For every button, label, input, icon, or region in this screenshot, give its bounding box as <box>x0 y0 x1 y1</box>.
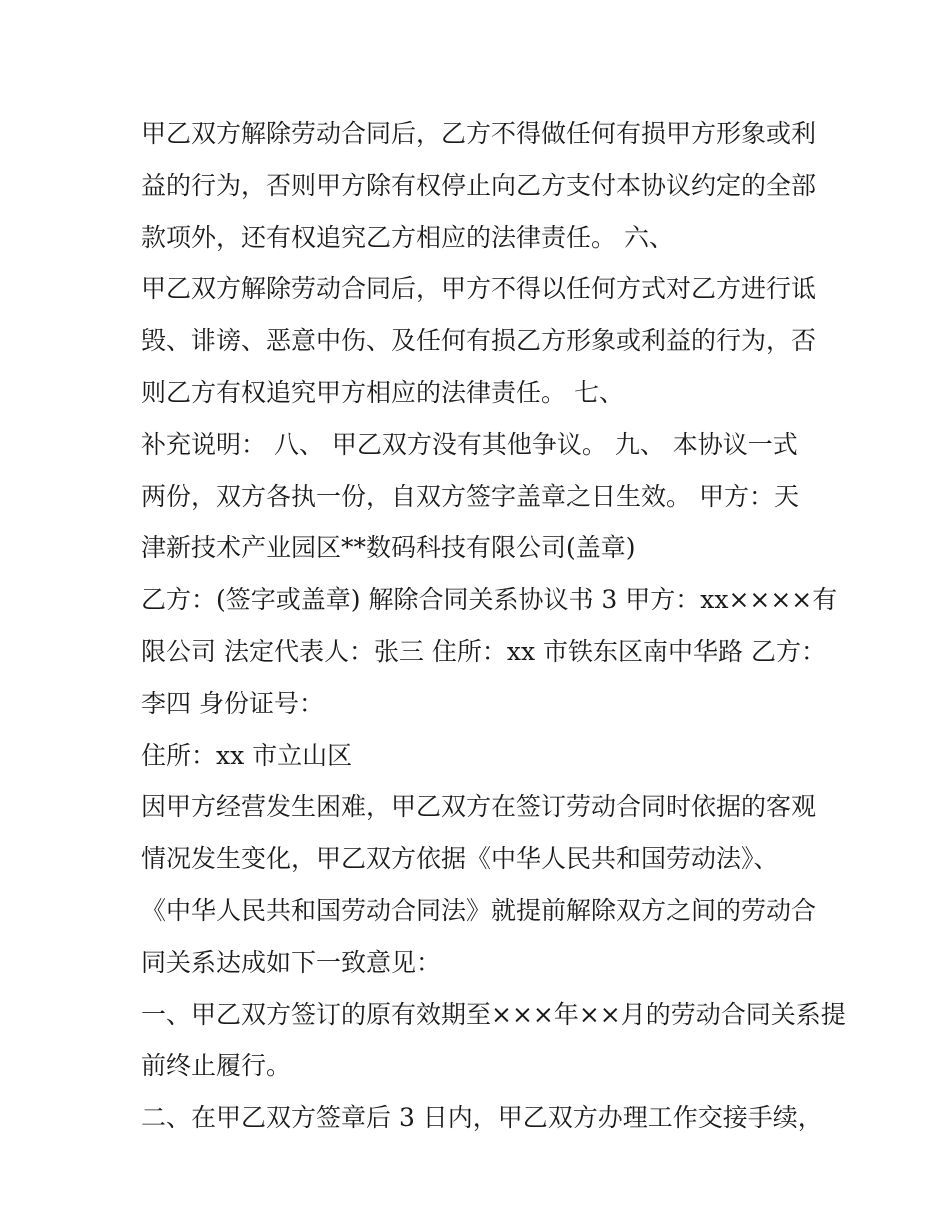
text-line: 二、在甲乙双方签章后 3 日内，甲乙双方办理工作交接手续， <box>141 1103 823 1133</box>
text-line: 住所：xx 市立山区 <box>141 740 353 770</box>
text-line: 前终止履行。 <box>141 1051 292 1081</box>
text-line: 《中华人民共和国劳动合同法》就提前解除双方之间的劳动合 <box>141 895 817 925</box>
text-line: 益的行为，否则甲方除有权停止向乙方支付本协议约定的全部 <box>141 170 817 200</box>
document-body <box>141 108 846 1144</box>
text-line: 补充说明： 八、 甲乙双方没有其他争议。 九、 本协议一式 <box>141 429 798 459</box>
text-line: 因甲方经营发生困难，甲乙双方在签订劳动合同时依据的客观 <box>141 792 817 822</box>
text-line: 甲乙双方解除劳动合同后，乙方不得做任何有损甲方形象或利 <box>141 119 817 148</box>
text-line: 一、甲乙双方签订的原有效期至×××年××月的劳动合同关系提 <box>141 999 846 1029</box>
text-line: 限公司 法定代表人：张三 住所：xx 市铁东区南中华路 乙方： <box>141 636 826 666</box>
text-line: 情况发生变化，甲乙双方依据《中华人民共和国劳动法》、 <box>141 844 779 874</box>
text-line: 两份，双方各执一份，自双方签字盖章之日生效。 甲方：天 <box>141 481 799 511</box>
text-line: 则乙方有权追究甲方相应的法律责任。 七、 <box>141 377 624 407</box>
text-line: 毁、诽谤、恶意中伤、及任何有损乙方形象或利益的行为，否 <box>141 326 817 356</box>
text-line: 乙方：(签字或盖章) 解除合同关系协议书 3 甲方：xx××××有 <box>141 585 838 615</box>
text-line: 甲乙双方解除劳动合同后，甲方不得以任何方式对乙方进行诋 <box>141 274 817 304</box>
text-line: 同关系达成如下一致意见： <box>141 947 442 977</box>
text-line: 津新技术产业园区**数码科技有限公司(盖章) <box>141 533 636 563</box>
text-line: 李四 身份证号： <box>141 688 324 718</box>
text-line: 款项外，还有权追究乙方相应的法律责任。 六、 <box>141 222 674 252</box>
